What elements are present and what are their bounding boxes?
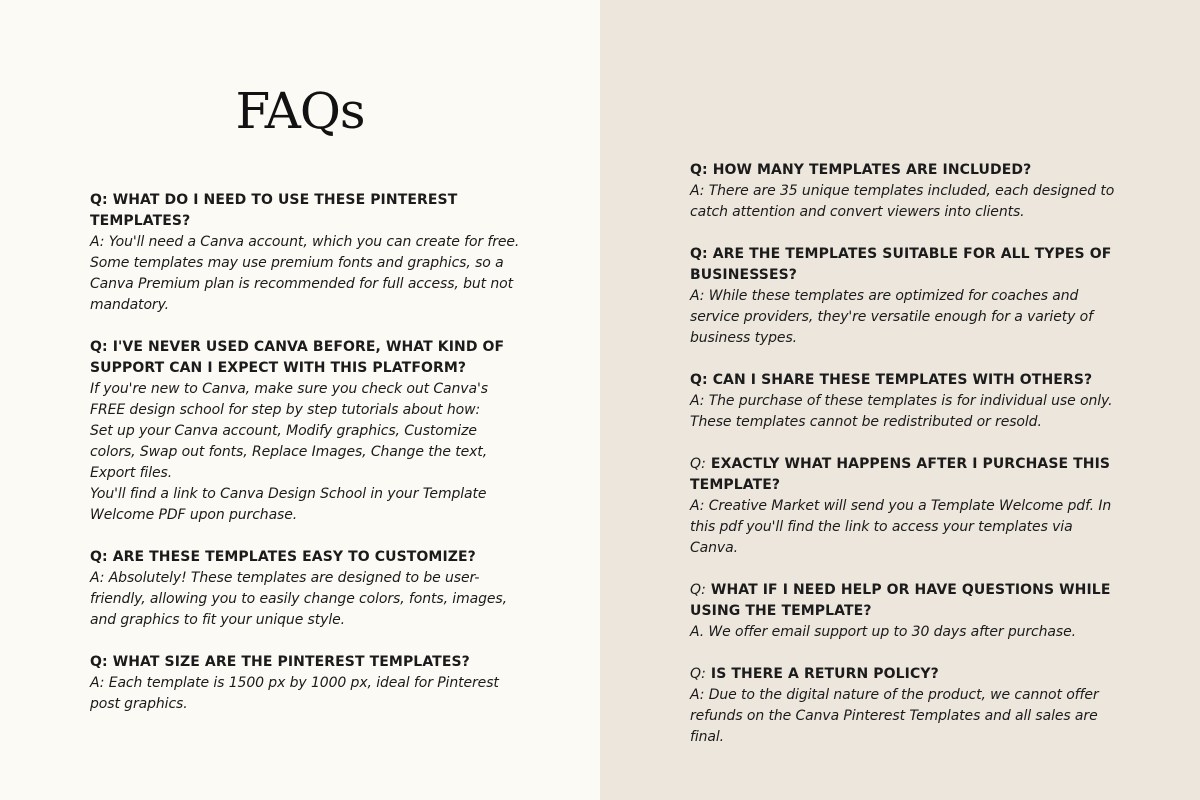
question-prefix: Q: (690, 162, 708, 178)
faq-item (90, 652, 520, 715)
answer-text: A: Each template is 1500 px by 1000 px, ideal for Pinterest post graphics. (90, 675, 499, 712)
question-prefix: Q: (90, 549, 108, 565)
question-text: EXACTLY WHAT HAPPENS AFTER I PURCHASE THIS TEMPLATE? (690, 456, 1111, 493)
answer-text: Set up your Canva account, Modify graphics, Customize colors, Swap out fonts, Replace Images, Change the text, Export files. (90, 423, 488, 481)
question-text: CAN I SHARE THESE TEMPLATES WITH OTHERS? (712, 372, 1093, 388)
question-text: ARE THE TEMPLATES SUITABLE FOR ALL TYPES OF BUSINESSES? (690, 246, 1112, 283)
answer-text: A: The purchase of these templates is for individual use only. These templates cannot be redistributed or resold. (690, 393, 1113, 430)
answer-text: A: Creative Market will send you a Template Welcome pdf. In this pdf you'll find the link to access your templates via Canva. (690, 498, 1112, 556)
faq-item (90, 190, 520, 316)
faq-item (690, 580, 1120, 643)
faq-answer (90, 232, 520, 316)
faq-question (90, 652, 520, 673)
answer-text: You'll find a link to Canva Design School in your Template Welcome PDF upon purchase. (90, 486, 487, 523)
faq-item (690, 370, 1120, 433)
answer-text: A: You'll need a Canva account, which you can create for free. Some templates may use premium fonts and graphics, so a Canva Premium plan is recommended for full access, but not mandatory. (90, 234, 520, 313)
faq-question (690, 664, 1120, 685)
question-text: WHAT SIZE ARE THE PINTEREST TEMPLATES? (112, 654, 470, 670)
question-text: WHAT IF I NEED HELP OR HAVE QUESTIONS WHILE USING THE TEMPLATE? (690, 582, 1111, 619)
faq-item (690, 160, 1120, 223)
faq-answer (690, 622, 1120, 643)
answer-text: A: While these templates are optimized for coaches and service providers, they're versatile enough for a variety of business types. (690, 288, 1093, 346)
answer-text: If you're new to Canva, make sure you check out Canva's FREE design school for step by step tutorials about how: (90, 381, 488, 418)
question-prefix: Q: (690, 666, 706, 682)
faq-question (90, 190, 520, 232)
faq-item (90, 547, 520, 631)
question-text: IS THERE A RETURN POLICY? (710, 666, 939, 682)
faq-question (690, 370, 1120, 391)
faq-item (690, 664, 1120, 748)
faq-question (90, 337, 520, 379)
faq-answer (690, 181, 1120, 223)
question-text: ARE THESE TEMPLATES EASY TO CUSTOMIZE? (112, 549, 476, 565)
faq-column-left (90, 190, 520, 715)
faq-item (690, 244, 1120, 349)
question-prefix: Q: (690, 456, 706, 472)
faq-question (690, 580, 1120, 622)
faq-question (690, 454, 1120, 496)
question-prefix: Q: (90, 339, 108, 355)
answer-text: A: Due to the digital nature of the product, we cannot offer refunds on the Canva Pinterest Templates and all sales are final. (690, 687, 1099, 745)
question-text: HOW MANY TEMPLATES ARE INCLUDED? (712, 162, 1032, 178)
faq-answer (690, 286, 1120, 349)
faq-answer (90, 673, 520, 715)
question-prefix: Q: (690, 372, 708, 388)
faq-question (690, 160, 1120, 181)
faq-column-right (690, 160, 1120, 748)
faq-answer (690, 685, 1120, 748)
answer-text: A. We offer email support up to 30 days after purchase. (690, 624, 1076, 640)
faq-item (90, 337, 520, 526)
faq-answer (690, 391, 1120, 433)
faq-question (90, 547, 520, 568)
faq-answer (690, 496, 1120, 559)
faq-answer (90, 568, 520, 631)
faq-answer (90, 379, 520, 526)
answer-text: A: There are 35 unique templates included, each designed to catch attention and convert viewers into clients. (690, 183, 1115, 220)
faq-question (690, 244, 1120, 286)
question-prefix: Q: (690, 246, 708, 262)
question-text: WHAT DO I NEED TO USE THESE PINTEREST TEMPLATES? (90, 192, 458, 229)
question-prefix: Q: (690, 582, 706, 598)
answer-text: A: Absolutely! These templates are designed to be user-friendly, allowing you to easily change colors, fonts, images, and graphics to fit your unique style. (90, 570, 507, 628)
page-title: FAQs (235, 82, 365, 140)
question-prefix: Q: (90, 192, 108, 208)
faq-item (690, 454, 1120, 559)
question-text: I'VE NEVER USED CANVA BEFORE, WHAT KIND OF SUPPORT CAN I EXPECT WITH THIS PLATFORM? (90, 339, 505, 376)
question-prefix: Q: (90, 654, 108, 670)
